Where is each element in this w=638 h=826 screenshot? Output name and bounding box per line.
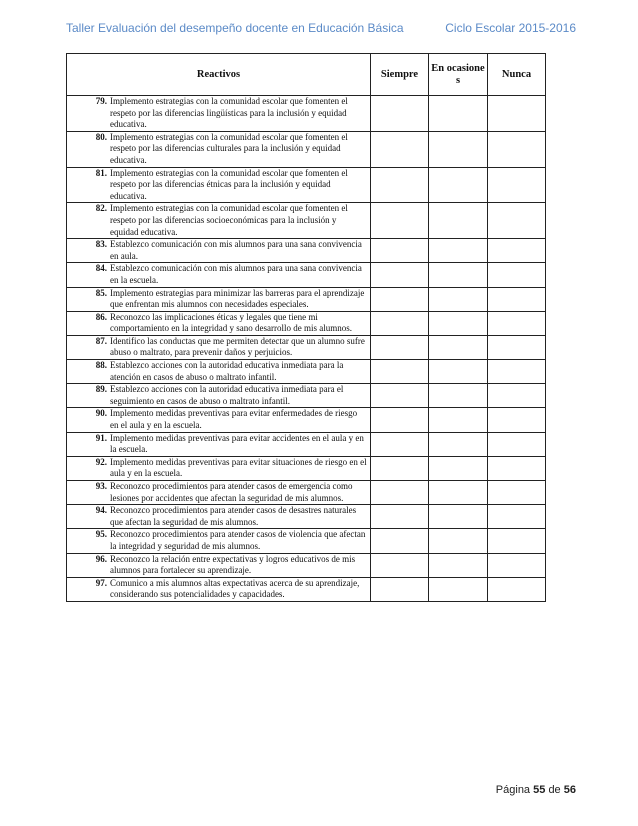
answer-cell-siempre[interactable] — [371, 553, 429, 577]
reactivo-text: Reconozco procedimientos para atender casos de violencia que afectan la integridad y seguridad de mis alumnos. — [110, 529, 366, 551]
table-row — [67, 505, 546, 529]
answer-cell-siempre[interactable] — [371, 263, 429, 287]
table-row — [67, 167, 546, 203]
reactivo-text: Implemento estrategias con la comunidad escolar que fomenten el respeto por las diferencias socioeconómicas para la inclusión y equidad educativa. — [110, 203, 348, 237]
reactivo-text: Establezco acciones con la autoridad educativa inmediata para el seguimiento en casos de abuso o maltrato infantil. — [110, 384, 344, 406]
answer-cell-nunca[interactable] — [488, 384, 546, 408]
answer-cell-siempre[interactable] — [371, 577, 429, 601]
reactivo-cell — [67, 167, 371, 203]
reactivo-number: 84. — [95, 263, 107, 274]
answer-cell-en-ocasiones[interactable] — [429, 408, 488, 432]
page-header — [66, 21, 576, 35]
reactivo-cell — [67, 408, 371, 432]
answer-cell-en-ocasiones[interactable] — [429, 360, 488, 384]
reactivo-text: Implemento estrategias con la comunidad escolar que fomenten el respeto por las diferencias lingüísticas para la inclusión y equidad educativa. — [110, 96, 348, 130]
reactivo-cell — [67, 577, 371, 601]
reactivo-number: 90. — [95, 408, 107, 419]
table-row — [67, 311, 546, 335]
reactivo-number: 87. — [95, 335, 107, 346]
reactivo-cell — [67, 384, 371, 408]
answer-cell-en-ocasiones[interactable] — [429, 239, 488, 263]
table-row — [67, 335, 546, 359]
answer-cell-nunca[interactable] — [488, 287, 546, 311]
reactivo-number: 85. — [95, 287, 107, 298]
answer-cell-nunca[interactable] — [488, 481, 546, 505]
reactivo-number: 96. — [95, 553, 107, 564]
answer-cell-siempre[interactable] — [371, 131, 429, 167]
answer-cell-en-ocasiones[interactable] — [429, 384, 488, 408]
answer-cell-en-ocasiones[interactable] — [429, 577, 488, 601]
reactivo-number: 81. — [95, 167, 107, 178]
reactivo-number: 80. — [95, 131, 107, 142]
table-row — [67, 263, 546, 287]
footer-page-label: Página — [495, 784, 531, 796]
column-header-en-ocasiones: En ocasiones — [429, 54, 488, 96]
reactivo-number: 97. — [95, 577, 107, 588]
reactivo-text: Reconozco procedimientos para atender casos de desastres naturales que afectan la seguridad de mis alumnos. — [110, 505, 357, 527]
column-header-reactivos: Reactivos — [67, 54, 371, 96]
table-row — [67, 384, 546, 408]
table-row — [67, 553, 546, 577]
answer-cell-siempre[interactable] — [371, 360, 429, 384]
answer-cell-nunca[interactable] — [488, 360, 546, 384]
reactivo-cell — [67, 96, 371, 132]
answer-cell-en-ocasiones[interactable] — [429, 553, 488, 577]
reactivo-cell — [67, 263, 371, 287]
answer-cell-siempre[interactable] — [371, 239, 429, 263]
reactivo-cell — [67, 456, 371, 480]
reactivo-number: 83. — [95, 239, 107, 250]
reactivo-text: Implemento medidas preventivas para evitar accidentes en el aula y en la escuela. — [110, 432, 364, 455]
answer-cell-siempre[interactable] — [371, 167, 429, 203]
answer-cell-nunca[interactable] — [488, 577, 546, 601]
table-row — [67, 408, 546, 432]
answer-cell-en-ocasiones[interactable] — [429, 335, 488, 359]
reactivo-number: 89. — [95, 384, 107, 395]
answer-cell-en-ocasiones[interactable] — [429, 481, 488, 505]
column-header-nunca: Nunca — [488, 54, 546, 96]
header-title: Taller Evaluación del desempeño docente en Educación Básica — [66, 21, 404, 35]
reactivo-number: 86. — [95, 311, 107, 322]
answer-cell-nunca[interactable] — [488, 408, 546, 432]
table-body — [67, 96, 546, 602]
answer-cell-nunca[interactable] — [488, 167, 546, 203]
answer-cell-en-ocasiones[interactable] — [429, 456, 488, 480]
answer-cell-siempre[interactable] — [371, 311, 429, 335]
answer-cell-nunca[interactable] — [488, 96, 546, 132]
reactivo-text: Establezco comunicación con mis alumnos para una sana convivencia en aula. — [110, 239, 362, 261]
column-header-siempre: Siempre — [371, 54, 429, 96]
answer-cell-siempre[interactable] — [371, 384, 429, 408]
answer-cell-nunca[interactable] — [488, 553, 546, 577]
answer-cell-nunca[interactable] — [488, 456, 546, 480]
reactivo-text: Reconozco las implicaciones éticas y legales que tiene mi comportamiento en la integridad y sano desarrollo de mis alumnos. — [110, 311, 352, 334]
page-footer — [496, 784, 576, 796]
answer-cell-nunca[interactable] — [488, 311, 546, 335]
table-row — [67, 577, 546, 601]
table-row — [67, 131, 546, 167]
reactivo-cell — [67, 505, 371, 529]
table-row — [67, 432, 546, 456]
reactivo-number: 95. — [95, 529, 107, 540]
reactivo-text: Reconozco procedimientos para atender casos de emergencia como lesiones por accidentes que afectan la seguridad de mis alumnos. — [110, 481, 353, 503]
answer-cell-siempre[interactable] — [371, 432, 429, 456]
answer-cell-en-ocasiones[interactable] — [429, 311, 488, 335]
answer-cell-en-ocasiones[interactable] — [429, 263, 488, 287]
answer-cell-en-ocasiones[interactable] — [429, 432, 488, 456]
table-row — [67, 456, 546, 480]
table-row — [67, 287, 546, 311]
reactivo-cell — [67, 432, 371, 456]
answer-cell-siempre[interactable] — [371, 408, 429, 432]
reactivo-cell — [67, 131, 371, 167]
answer-cell-siempre[interactable] — [371, 203, 429, 239]
header-school-year: Ciclo Escolar 2015-2016 — [445, 21, 576, 35]
answer-cell-siempre[interactable] — [371, 335, 429, 359]
table-row — [67, 203, 546, 239]
reactivo-text: Reconozco la relación entre expectativas y logros educativos de mis alumnos para fortalecer su aprendizaje. — [110, 553, 356, 576]
answer-cell-en-ocasiones[interactable] — [429, 167, 488, 203]
reactivo-text: Implemento estrategias con la comunidad escolar que fomenten el respeto por las diferencias étnicas para la inclusión y equidad educativa. — [110, 167, 348, 201]
footer-page-total: 56 — [563, 784, 576, 796]
reactivo-number: 91. — [95, 432, 107, 443]
reactivo-cell — [67, 360, 371, 384]
reactivo-number: 93. — [95, 481, 107, 491]
answer-cell-siempre[interactable] — [371, 505, 429, 529]
table-row — [67, 96, 546, 132]
answer-cell-siempre[interactable] — [371, 456, 429, 480]
table-row — [67, 239, 546, 263]
reactivo-cell — [67, 311, 371, 335]
answer-cell-siempre[interactable] — [371, 96, 429, 132]
reactivo-number: 94. — [95, 505, 107, 516]
reactivo-text: Comunico a mis alumnos altas expectativas acerca de su aprendizaje, considerando sus potencialidades y capacidades. — [110, 577, 360, 600]
answer-cell-nunca[interactable] — [488, 432, 546, 456]
answer-cell-en-ocasiones[interactable] — [429, 529, 488, 553]
reactivo-cell — [67, 239, 371, 263]
answer-cell-en-ocasiones[interactable] — [429, 505, 488, 529]
answer-cell-en-ocasiones[interactable] — [429, 287, 488, 311]
answer-cell-nunca[interactable] — [488, 263, 546, 287]
answer-cell-nunca[interactable] — [488, 335, 546, 359]
answer-cell-en-ocasiones[interactable] — [429, 96, 488, 132]
reactivo-text: Implemento medidas preventivas para evitar enfermedades de riesgo en el aula y en la escuela. — [110, 408, 358, 431]
reactivo-text: Implemento medidas preventivas para evitar situaciones de riesgo en el aula y en la escuela. — [110, 456, 367, 479]
reactivo-number: 88. — [95, 360, 107, 371]
reactivo-cell — [67, 481, 371, 505]
reactivo-number: 79. — [95, 96, 107, 106]
reactivo-cell — [67, 529, 371, 553]
reactivo-number: 92. — [95, 456, 107, 467]
reactivos-table — [66, 53, 546, 602]
table-row — [67, 481, 546, 505]
answer-cell-nunca[interactable] — [488, 529, 546, 553]
reactivo-cell — [67, 203, 371, 239]
table-header-row — [67, 54, 546, 96]
answer-cell-siempre[interactable] — [371, 481, 429, 505]
answer-cell-siempre[interactable] — [371, 529, 429, 553]
answer-cell-en-ocasiones[interactable] — [429, 203, 488, 239]
answer-cell-siempre[interactable] — [371, 287, 429, 311]
answer-cell-nunca[interactable] — [488, 505, 546, 529]
footer-page-current: 55 — [533, 784, 546, 796]
answer-cell-en-ocasiones[interactable] — [429, 131, 488, 167]
footer-page-sep: de — [548, 784, 561, 796]
reactivo-text: Establezco comunicación con mis alumnos para una sana convivencia en la escuela. — [110, 263, 362, 285]
answer-cell-nunca[interactable] — [488, 239, 546, 263]
answer-cell-nunca[interactable] — [488, 203, 546, 239]
reactivo-number: 82. — [95, 203, 107, 214]
reactivo-cell — [67, 287, 371, 311]
reactivo-cell — [67, 553, 371, 577]
answer-cell-nunca[interactable] — [488, 131, 546, 167]
reactivo-text: Establezco acciones con la autoridad educativa inmediata para la atención en casos de abuso o maltrato infantil. — [110, 360, 344, 382]
reactivo-cell — [67, 335, 371, 359]
table-row — [67, 360, 546, 384]
reactivo-text: Identifico las conductas que me permiten detectar que un alumno sufre abuso o maltrato, para prevenir daños y perjuicios. — [110, 335, 365, 358]
reactivo-text: Implemento estrategias para minimizar las barreras para el aprendizaje que enfrentan mis alumnos con necesidades especiales. — [110, 287, 365, 310]
reactivo-text: Implemento estrategias con la comunidad escolar que fomenten el respeto por las diferencias culturales para la inclusión y equidad educativa. — [110, 131, 348, 165]
table-row — [67, 529, 546, 553]
